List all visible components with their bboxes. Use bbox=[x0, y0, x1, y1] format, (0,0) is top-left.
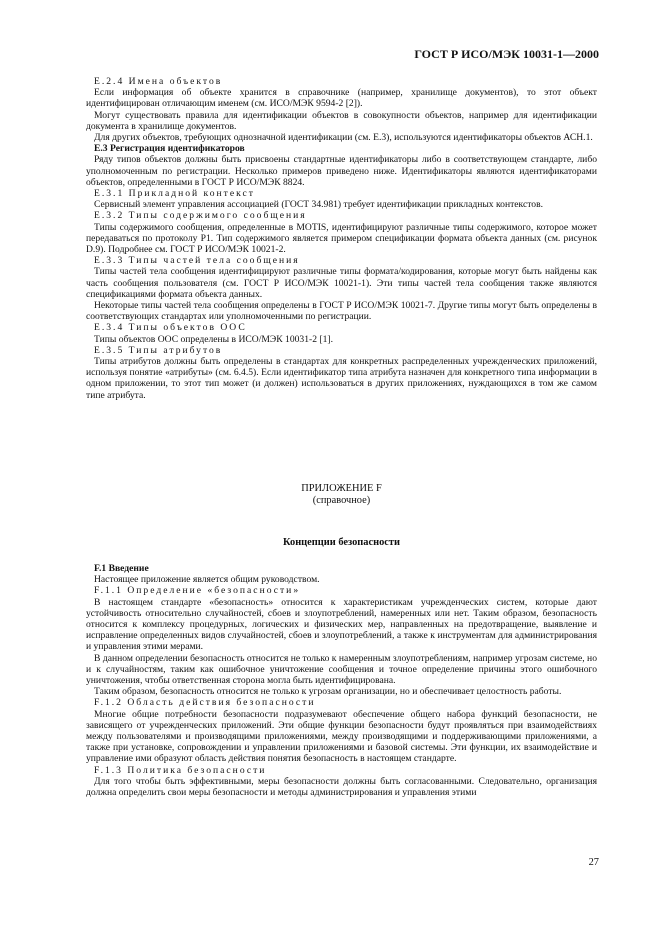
paragraph: Типы объектов ООС определены в ИСО/МЭК 10031-2 [1]. bbox=[94, 333, 333, 345]
paragraph: Для того чтобы быть эффективными, меры безопасности должны быть согласованными. Следовательно, организация должна определить свои меры безопасности и методы администрирования и управления этими bbox=[86, 775, 597, 799]
paragraph: Сервисный элемент управления ассоциацией (ГОСТ 34.981) требует идентификации прикладных контекстов. bbox=[94, 199, 544, 211]
paragraph: В данном определении безопасность относится не только к намеренным злоупотреблениям, например угрозам системе, но и к случайностям, таким как ошибочное уничтожение сообщения и точное определение причины этого ошибочного уничтожения, чтобы ответственная сторона могла быть идентифицирована. bbox=[86, 652, 597, 687]
paragraph: В настоящем стандарте «безопасность» относится к характеристикам учрежденческих систем, которые дают устойчивость относительно случайностей, сбоев и злоупотреблений, намеренных или нет. Таким образом, безопасность относится к комплексу процедурных, логических и физических мер, направленных на предотвращение, выявление и исправление определенных видов случайностей, сбоев и злоупотреблений, а также к инструментам для администрирования и управления этими мерами. bbox=[86, 596, 597, 653]
paragraph: Типы содержимого сообщения, определенные в MOTIS, идентифицируют различные типы содержимого, которое может передаваться по протоколу Р1. Тип содержимого является примером спецификации формата объекта данных (см. рисунок D.9). Подробнее см. ГОСТ Р ИСО/МЭК 10021-2. bbox=[86, 221, 597, 256]
paragraph: Типы атрибутов должны быть определены в стандартах для конкретных распределенных учрежденческих приложений, используя понятие «атрибуты» (см. 6.4.5). Если идентификатор типа атрибута назначен для конкретного типа информации в одном приложении, то этот тип может (и должен) использоваться в других приложениях, нуждающихся в том же самом типе атрибута. bbox=[86, 356, 597, 401]
subsection-heading: Е.2.4 Имена объектов bbox=[94, 76, 223, 87]
appendix-heading bbox=[86, 483, 597, 507]
paragraph: Настоящее приложение является общим руководством. bbox=[94, 574, 320, 586]
subsection-heading: Е.3.2 Типы содержимого сообщения bbox=[94, 210, 307, 222]
subsection-heading: Е.3.1 Прикладной контекст bbox=[94, 188, 255, 200]
subsection-heading: F.1.3 Политика безопасности bbox=[94, 764, 267, 776]
section-f-content bbox=[86, 563, 597, 798]
paragraph: Таким образом, безопасность относится не только к угрозам организации, но и обеспечивает целостность работы. bbox=[94, 686, 562, 698]
section-heading: Е.3 Регистрация идентификаторов bbox=[94, 143, 245, 155]
paragraph: Для других объектов, требующих однозначной идентификации (см. Е.3), используются идентификаторы объектов АСН.1. bbox=[94, 132, 593, 144]
paragraph: Некоторые типы частей тела сообщения определены в ГОСТ Р ИСО/МЭК 10021-7. Другие типы могут быть определены в соответствующих стандартах или уполномоченными по регистрации. bbox=[86, 300, 597, 323]
subsection-heading: Е.3.3 Типы частей тела сообщения bbox=[94, 255, 300, 267]
section-e-content bbox=[86, 76, 597, 401]
subsection-heading: F.1.2 Область действия безопасности bbox=[94, 697, 316, 709]
paragraph: Многие общие потребности безопасности подразумевают обеспечение общего набора функций безопасности, не зависящего от учрежденческих приложений. Эти общие функции безопасности будут проявляться при взаимодействиях между пользователями и производящими приложениями, между производящими и поддерживающими приложениями, а также при установке, сопровождении и управлении приложениями и базовой системы. Эти функции, их взаимодействие и управление ими образуют область действия понятия безопасность в настоящем стандарте. bbox=[86, 708, 597, 765]
paragraph: Могут существовать правила для идентификации объектов в совокупности объектов, например для идентификации документа в хранилище документов. bbox=[86, 109, 597, 132]
paragraph: Если информация об объекте хранится в справочнике (например, хранилище документов), то этот объект идентифицирован отличающим именем (см. ИСО/МЭК 9594-2 [2]). bbox=[86, 87, 597, 110]
subsection-heading: F.1.1 Определение «безопасности» bbox=[94, 585, 301, 597]
subsection-heading: Е.3.4 Типы объектов ООС bbox=[94, 322, 247, 334]
section-title: Концепции безопасности bbox=[282, 537, 400, 548]
subsection-heading: Е.3.5 Типы атрибутов bbox=[94, 344, 223, 356]
paragraph: Ряду типов объектов должны быть присвоены стандартные идентификаторы либо в соответствующем стандарте, либо уполномоченным по регистрации. Несколько примеров приведено ниже. Идентификаторы являются идентификаторами объектов, определенными в ГОСТ Р ИСО/МЭК 8824. bbox=[86, 154, 597, 188]
page-header: ГОСТ Р ИСО/МЭК 10031-1—2000 bbox=[414, 47, 599, 61]
appendix-subtitle: (справочное) bbox=[312, 495, 371, 506]
section-heading: F.1 Введение bbox=[94, 563, 149, 574]
appendix-title: ПРИЛОЖЕНИЕ F bbox=[301, 483, 382, 494]
paragraph: Типы частей тела сообщения идентифицируют различные типы формата/кодирования, которые могут быть найдены как часть сообщения пользователя (см. ГОСТ Р ИСО/МЭК 10021-1). Эти типы частей тела сообщения также являются спецификациями формата объекта данных. bbox=[86, 266, 597, 300]
page-number: 27 bbox=[588, 857, 599, 868]
